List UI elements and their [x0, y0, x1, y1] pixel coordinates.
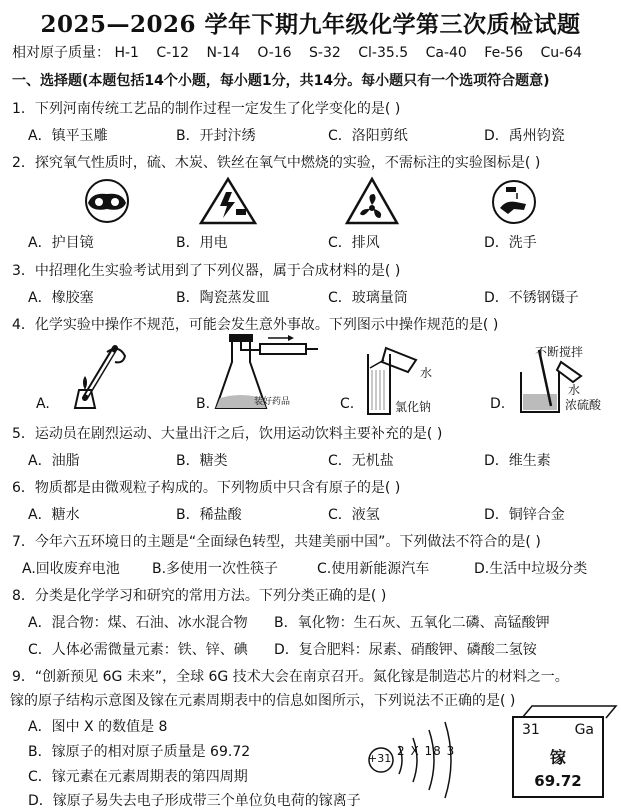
mass-item: O-16 — [257, 45, 292, 61]
option-c: C．液氢 — [328, 507, 380, 523]
label-acid: 浓硫酸 — [565, 398, 602, 412]
option-a: A．护目镜 — [28, 235, 94, 251]
periodic-element-cell — [512, 716, 604, 798]
option-c: C．洛阳剪纸 — [328, 128, 408, 144]
atom-nucleus: +31 — [368, 752, 392, 765]
option-c: C．无机盐 — [328, 453, 394, 469]
element-number: 31 — [522, 722, 540, 738]
question-1-stem: 1．下列河南传统工艺品的制作过程一定发生了化学变化的是( ) — [12, 101, 401, 117]
option-b: B.多使用一次性筷子 — [152, 561, 279, 577]
mass-item: Cu-64 — [540, 45, 583, 61]
option-b: B．开封汴绣 — [176, 128, 256, 144]
option-d: D．洗手 — [484, 235, 537, 251]
option-d: D．维生素 — [484, 453, 551, 469]
goggles-icon — [78, 178, 136, 224]
mass-item: Fe-56 — [484, 45, 524, 61]
option-a: A．图中 X 的数值是 8 — [28, 719, 168, 735]
mass-item: Ca-40 — [425, 45, 467, 61]
atom-structure-diagram — [365, 720, 475, 800]
mass-item: N-14 — [206, 45, 240, 61]
option-c: C．排风 — [328, 235, 380, 251]
option-c: C．玻璃量筒 — [328, 290, 408, 306]
question-6-stem: 6．物质都是由微观粒子构成的。下列物质中只含有原子的是( ) — [12, 480, 401, 496]
option-d: D．复合肥料：尿素、硝酸钾、磷酸二氢铵 — [274, 642, 537, 658]
atom-shells: 2 X 18 3 — [397, 744, 456, 758]
option-a: A. — [36, 396, 50, 412]
option-b: B．用电 — [176, 235, 228, 251]
option-b: B．镓原子的相对原子质量是 69.72 — [28, 744, 251, 760]
option-c: C．镓元素在元素周期表的第四周期 — [28, 769, 248, 785]
question-4-stem: 4．化学实验中操作不规范，可能会发生意外事故。下列图示中操作规范的是( ) — [12, 317, 499, 333]
option-a: A．混合物：煤、石油、冰水混合物 — [28, 615, 248, 631]
mass-item: Cl-35.5 — [358, 45, 409, 61]
option-a: A．镇平玉雕 — [28, 128, 108, 144]
mass-item: S-32 — [309, 45, 341, 61]
option-b: B. — [196, 396, 211, 412]
option-b: B．陶瓷蒸发皿 — [176, 290, 270, 306]
option-a: A．橡胶塞 — [28, 290, 94, 306]
atomic-masses — [12, 42, 595, 62]
option-a: A．油脂 — [28, 453, 80, 469]
element-symbol: Ga — [574, 722, 594, 738]
section-heading: 一、选择题(本题包括14个小题，每小题1分，共14分。每小题只有一个选项符合题意) — [12, 73, 550, 89]
page-title: 2025—2026 学年下期九年级化学第三次质检试题 — [40, 11, 581, 38]
ventilation-icon — [344, 176, 400, 226]
option-b: B．氧化物：生石灰、五氧化二磷、高锰酸钾 — [274, 615, 550, 631]
question-7-stem: 7．今年六五环境日的主题是“全面绿色转型，共建美丽中国”。下列做法不符合的是( ) — [12, 534, 541, 550]
label-stir: 不断搅拌 — [535, 345, 584, 359]
option-c: C. — [340, 396, 355, 412]
option-d: D. — [490, 396, 506, 412]
option-b: B．糖类 — [176, 453, 228, 469]
element-mass: 69.72 — [534, 772, 582, 790]
question-3-stem: 3．中招理化生实验考试用到了下列仪器，属于合成材料的是( ) — [12, 263, 401, 279]
question-9-stem-2: 镓的原子结构示意图及镓在元素周期表中的信息如图所示，下列说法不正确的是( ) — [10, 693, 516, 709]
option-d: D．铜锌合金 — [484, 507, 565, 523]
question-5-stem: 5．运动员在剧烈运动、大量出汗之后，饮用运动饮料主要补充的是( ) — [12, 426, 443, 442]
option-d: D．镓原子易失去电子形成带三个单位负电荷的镓离子 — [28, 793, 361, 809]
option-b: B．稀盐酸 — [176, 507, 242, 523]
question-2-stem: 2．探究氧气性质时，硫、木炭、铁丝在氧气中燃烧的实验，不需标注的实验图标是( ) — [12, 155, 541, 171]
option-c: C.使用新能源汽车 — [317, 561, 430, 577]
heating-tube-illustration — [65, 338, 135, 412]
option-d: D．禹州钧瓷 — [484, 128, 565, 144]
question-9-stem: 9．“创新预见 6G 未来”，全球 6G 技术大会在南京召开。氮化镓是制造芯片的材料之一。 — [12, 669, 569, 685]
option-d: D．不锈钢镊子 — [484, 290, 579, 306]
mass-item: H-1 — [114, 45, 139, 61]
label-water-d: 水 — [568, 383, 581, 397]
option-c: C．人体必需微量元素：铁、锌、碘 — [28, 642, 248, 658]
handwash-icon — [486, 178, 542, 226]
option-a: A.回收废弃电池 — [22, 561, 120, 577]
atomic-masses-label: 相对原子质量： — [12, 45, 110, 61]
electricity-icon — [198, 176, 258, 226]
option-a: A．糖水 — [28, 507, 80, 523]
label-water-c: 水 — [420, 366, 433, 380]
element-name: 镓 — [549, 748, 566, 767]
option-d: D.生活中垃圾分类 — [474, 561, 588, 577]
label-salt: 氯化钠 — [395, 400, 432, 414]
question-8-stem: 8．分类是化学学习和研究的常用方法。下列分类正确的是( ) — [12, 588, 387, 604]
label-b: 装好药品 — [254, 397, 291, 407]
mass-item: C-12 — [156, 45, 190, 61]
